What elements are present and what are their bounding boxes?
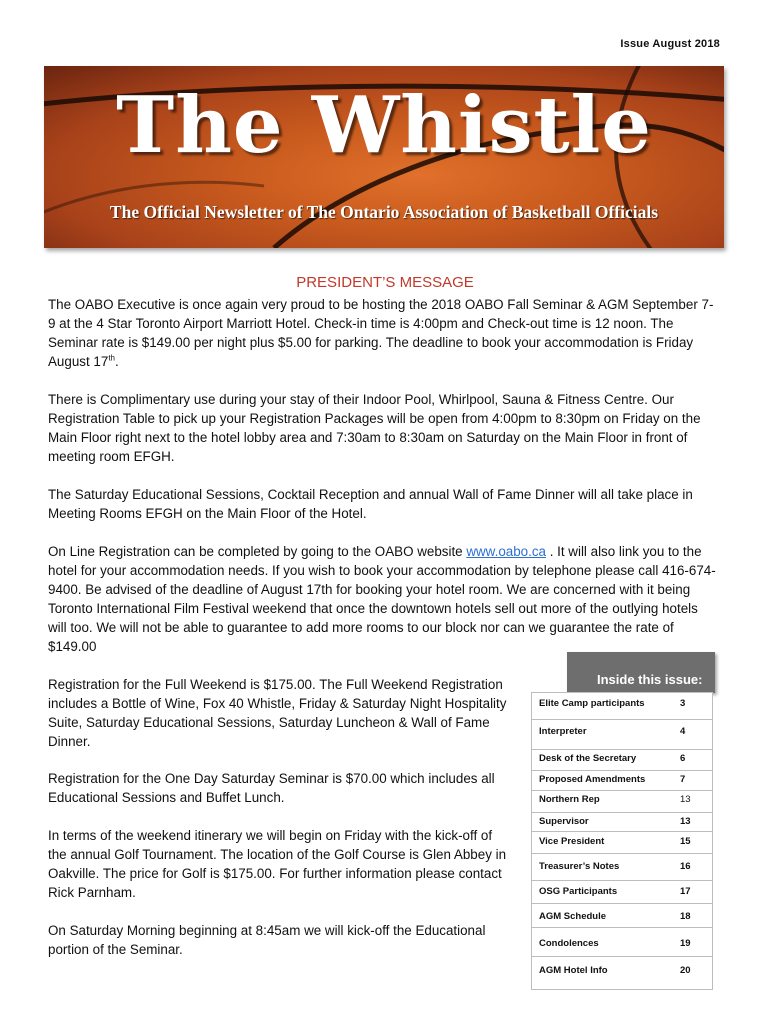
section-heading: PRESIDENT’S MESSAGE: [296, 274, 474, 291]
toc-item[interactable]: Proposed Amendments 7: [539, 774, 686, 785]
newsletter-banner: [44, 66, 724, 248]
paragraph-amenities: There is Complimentary use during your stay of their Indoor Pool, Whirlpool, Sauna & Fitness Centre. Our Registration Table to pick up your Registration Packages will be open from 4:00pm to 8:30pm on Friday on the Main Floor right next to the hotel lobby area and 7:30am to 8:30am on Saturday on the Main Floor in front of meeting room EFGH.: [48, 392, 701, 464]
newsletter-title: The Whistle: [116, 80, 652, 171]
toc-item[interactable]: AGM Schedule 18: [539, 911, 691, 922]
toc-item[interactable]: OSG Participants 17: [539, 886, 691, 897]
toc-item[interactable]: Treasurer’s Notes 16: [539, 861, 691, 872]
toc-item[interactable]: Northern Rep 13: [539, 794, 691, 805]
toc-item[interactable]: Vice President 15: [539, 836, 691, 847]
toc-item[interactable]: Interpreter 4: [539, 726, 686, 737]
toc-item[interactable]: Condolences 19: [539, 938, 691, 949]
toc-item[interactable]: AGM Hotel Info 20: [539, 965, 691, 976]
issue-date: Issue August 2018: [620, 38, 720, 50]
website-link[interactable]: www.oabo.ca: [466, 544, 546, 559]
paragraph-hosting: The OABO Executive is once again very proud to be hosting the 2018 OABO Fall Seminar & AGM September 7-9 at the 4 Star Toronto Airport Marriott Hotel. Check-in time is 4:00pm and Check-out time is 12 noon. The Seminar rate is $149.00 per night plus $5.00 for parking. The deadline to book your accommodation is Friday August 17th.: [48, 297, 714, 369]
paragraph-full-weekend: Registration for the Full Weekend is $175.00. The Full Weekend Registration includes a Bottle of Wine, Fox 40 Whistle, Friday & Saturday Night Hospitality Suite, Saturday Educational Sessions, Saturday Luncheon & Wall of Fame Dinner.: [48, 677, 507, 749]
paragraph-one-day: Registration for the One Day Saturday Seminar is $70.00 which includes all Educational Sessions and Buffet Lunch.: [48, 771, 495, 805]
inside-issue-header: Inside this issue:: [567, 652, 715, 693]
paragraph-sessions: The Saturday Educational Sessions, Cocktail Reception and annual Wall of Fame Dinner will all take place in Meeting Rooms EFGH on the Main Floor of the Hotel.: [48, 487, 693, 521]
toc-item[interactable]: Elite Camp participants 3: [539, 698, 686, 709]
paragraph-golf: In terms of the weekend itinerary we will begin on Friday with the kick-off of the annual Golf Tournament. The location of the Golf Course is Glen Abbey in Oakville. The price for Golf is $175.00. For further information please contact Rick Parnham.: [48, 828, 507, 900]
paragraph-saturday: On Saturday Morning beginning at 8:45am we will kick-off the Educational portion of the Seminar.: [48, 923, 486, 957]
table-of-contents: [531, 692, 713, 990]
newsletter-subtitle: The Official Newsletter of The Ontario Association of Basketball Officials: [109, 202, 659, 222]
paragraph-registration: On Line Registration can be completed by going to the OABO website www.oabo.ca . It will also link you to the hotel for your accommodation needs. If you wish to book your accommodation by telephone please call 416-674-9400. Be advised of the deadline of August 17th for booking your hotel room. We are concerned with it being Toronto International Film Festival weekend that once the downtown hotels sell out more of the outlying hotels will too. We will not be able to guarantee to add more rooms to our block nor can we guarantee the rate of $149.00: [48, 544, 716, 654]
toc-item[interactable]: Supervisor 13: [539, 816, 691, 827]
toc-item[interactable]: Desk of the Secretary 6: [539, 753, 686, 764]
